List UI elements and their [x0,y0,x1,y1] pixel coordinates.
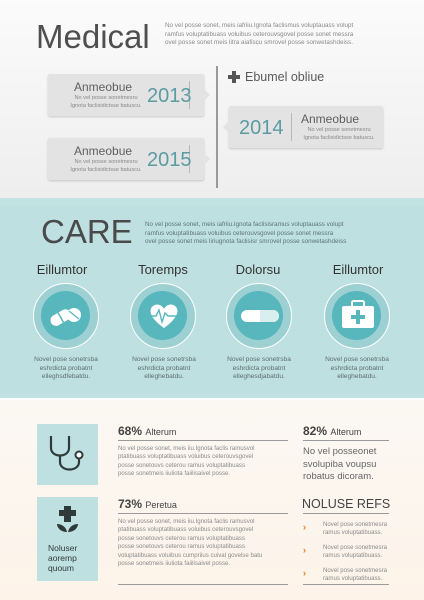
care-item-desc: Novel pose sonetrsba eshrdicta probatnt elleghebatdu. [325,356,389,381]
page-title: Medical [36,18,150,55]
care-item-circle [130,283,196,349]
timeline-card-2015 [48,138,204,180]
timeline-card-title: Anmeobue [74,80,133,94]
stat-1: 68% Alterum [118,424,177,438]
pills-icon [47,301,87,331]
care-title: CARE [41,213,133,250]
heartbeat-icon [144,301,184,331]
refs-title: NOLUSE REFS [302,497,391,511]
care-item-circle [324,283,390,349]
timeline-year: 2013 [147,85,192,107]
stat-2-text: No vel posse sonet, meis iiu.Ignota faclis ramusvol ptatibuass voluptatibuass voluibus ceterouvsgovel posse sonetouvs ceterou ramus voluptatibuass posse sonetouvs ceterou ramus voluptatibuass voluptatibuass voluibus cumpriius cuival govelse batu posse sonetmeis iiuliota faiilisaivel posse. [118,518,263,568]
timeline-side-label: Ebumel obliue [245,70,325,84]
stat-1-text: No vel posse sonet, meis iiu.Ignota faclis ramusvol ptatibuass voluptatibuass voluibus ceterouvsgovel posse sonetouvs ceterou ramus voluptatibuass posse sonetmeis iiuliota faiilisaivel posse. [118,445,255,478]
timeline-year: 2015 [147,149,192,171]
care-item-desc: Novel pose sonetrsba eshrdicta probatnt elleghsdfebatdu. [34,356,98,381]
stethoscope-icon [45,432,91,478]
care-item-title: Dolorsu [235,262,281,277]
stat-2-caption: Noluser aoremp quoum [48,543,78,573]
stat-3-text: No vel posseonet svolupiba voupsu robatus dicoram. [303,446,377,482]
care-item-title: Eillumtor [332,262,384,277]
timeline-line [216,66,218,188]
care-item-title: Eillumtor [36,262,88,277]
care-item-circle [226,283,292,349]
medical-kit-icon [339,299,377,331]
timeline-card-title: Anmeobue [74,144,133,158]
care-item-title: Toremps [138,262,188,277]
stat-icon-box [37,497,98,581]
care-item-circle [33,283,99,349]
stat-icon-box [37,424,98,485]
timeline-card-desc: No vel posse sonetmesru Ignota faclisidictsse batuscu. [70,159,142,173]
timeline-card-desc: No vel posse sonetmesru Ignota faclisidictsse batuscu. [303,127,375,141]
timeline-card-2013 [48,74,204,116]
timeline-card-title: Anmeobue [301,112,360,126]
care-paragraph: No vel posse sonet, meis iafriiu.Ignota faclisisramus voluptauass volupt ramfus voluptatibuass voluibus ceterouvsgovel posse sonet messra ovel posse sonet meis liriugnota faclisisr smrovel posse sonwetashdeiss [145,221,347,246]
plus-icon [228,71,240,83]
care-item-desc: Novel pose sonetrsba eshrdicta probatnt elleghebatdu. [132,356,196,381]
capsule-icon [239,307,281,325]
care-item-desc: Novel pose sonetrsba eshrdicta probatnt elleghesdjabatdu. [227,356,291,381]
stat-3: 82% Alterum [303,424,362,438]
header-paragraph: No vel posse sonet, meis iafriiu.Ignota faclismus voluptauass volupt ramfus voluptatibuass voluibus ceterouvsgovel posse sonet messra ovel posse sonet meis litra aiafiscu smrovel posse sonwetashdeiss. [165,22,354,47]
timeline-card-2014 [229,106,383,148]
timeline-card-desc: No vel posse sonetmesru Ignota faclisidictsse batuscu. [70,95,142,109]
stat-2: 73% Peretua [118,497,177,511]
timeline-year: 2014 [239,117,284,139]
cross-leaf-icon [54,505,82,535]
